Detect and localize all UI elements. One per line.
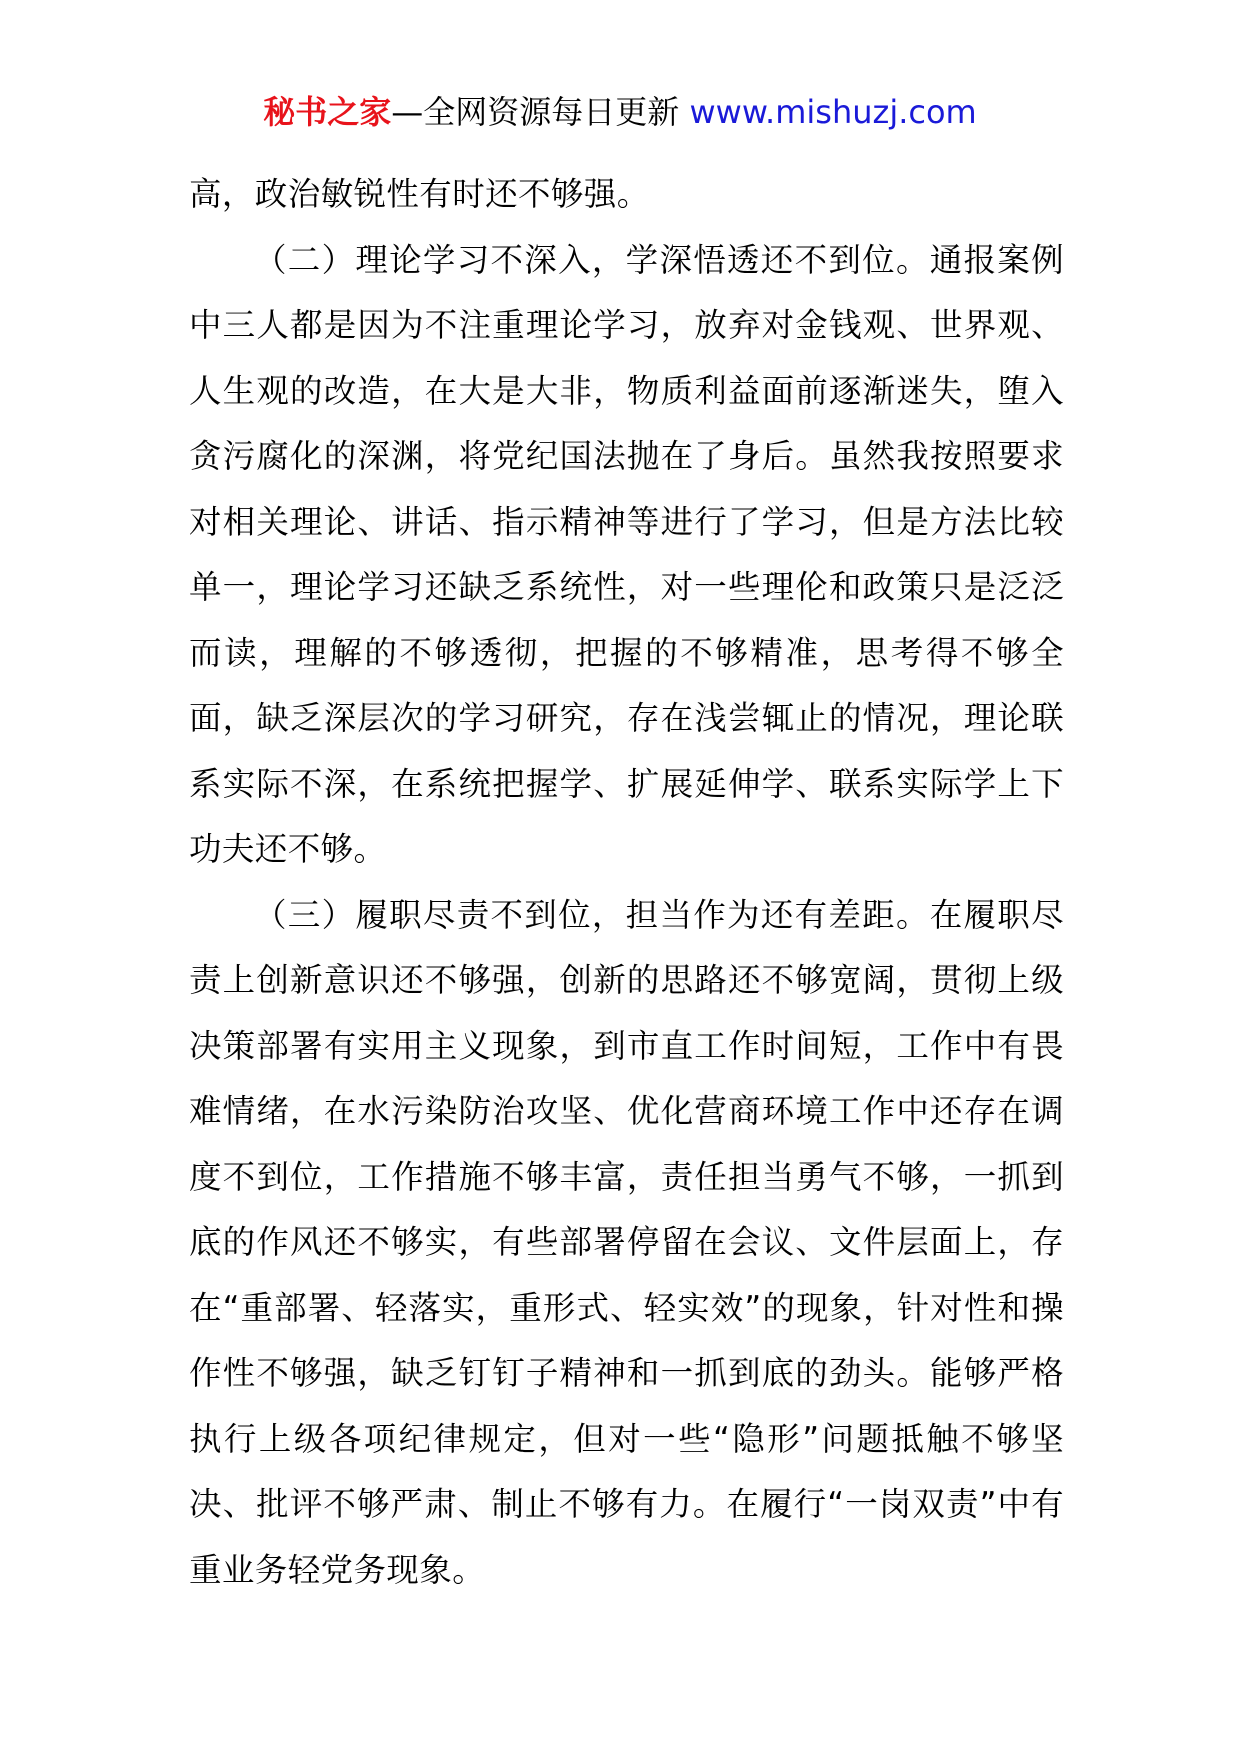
- header-url[interactable]: www.mishuzj.com: [689, 93, 977, 131]
- paragraph-continuation: 高，政治敏锐性有时还不够强。: [189, 175, 650, 213]
- brand-name: 秘书之家: [263, 93, 392, 131]
- paragraph-section-two: （二）理论学习不深入，学深悟透还不到位。通报案例中三人都是因为不注重理论学习，放弃对金钱观、世界观、人生观的改造，在大是大非，物质利益面前逐渐迷失，堕入贪污腐化的深渊，将党纪国法抛在了身后。虽然我按照要求对相关理论、讲话、指示精神等进行了学习，但是方法比较单一，理论学习还缺乏系统性，对一些理伦和政策只是泛泛而读，理解的不够透彻，把握的不够精准，思考得不够全面，缺乏深层次的学习研究，存在浅尝辄止的情况，理论联系实际不深，在系统把握学、扩展延伸学、联系实际学上下功夫还不够。: [189, 240, 1064, 868]
- paragraph-section-three: （三）履职尽责不到位，担当作为还有差距。在履职尽责上创新意识还不够强，创新的思路还不够宽阔，贯彻上级决策部署有实用主义现象，到市直工作时间短，工作中有畏难情绪，在水污染防治攻坚、优化营商环境工作中还存在调度不到位，工作措施不够丰富，责任担当勇气不够，一抓到底的作风还不够实，有些部署停留在会议、文件层面上，存在“重部署、轻落实，重形式、轻实效”的现象，针对性和操作性不够强，缺乏钉钉子精神和一抓到底的劲头。能够严格执行上级各项纪律规定，但对一些“隐形”问题抵触不够坚决、批评不够严肃、制止不够有力。在履行“一岗双责”中有重业务轻党务现象。: [189, 895, 1064, 1589]
- page-header: [0, 92, 1240, 132]
- header-tagline: —全网资源每日更新: [391, 93, 690, 131]
- document-body: [189, 162, 1064, 1603]
